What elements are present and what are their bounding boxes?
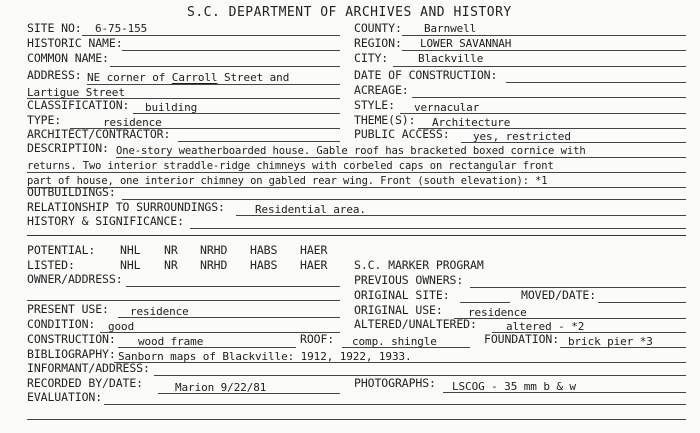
themes-value: Architecture bbox=[432, 116, 511, 129]
potential-nrhd: NRHD bbox=[200, 243, 228, 257]
relationship-value: Residential area. bbox=[255, 203, 366, 216]
classification-value: building bbox=[145, 101, 198, 114]
relationship-line bbox=[236, 215, 686, 216]
recorded-value: Marion 9/22/81 bbox=[175, 381, 267, 394]
city-label: CITY: bbox=[354, 51, 389, 65]
foundation-value: brick pier *3 bbox=[568, 335, 653, 348]
county-line bbox=[402, 35, 686, 36]
acreage-label: ACREAGE: bbox=[354, 83, 409, 97]
photographs-line bbox=[443, 392, 686, 393]
county-value: Barnwell bbox=[424, 22, 477, 35]
bibliography-label: BIBLIOGRAPHY: bbox=[27, 347, 116, 361]
foundation-label: FOUNDATION: bbox=[484, 332, 560, 346]
original-use-line bbox=[454, 318, 686, 319]
original-site-line bbox=[460, 302, 510, 303]
public-access-label: PUBLIC ACCESS: bbox=[354, 127, 450, 141]
region-value: LOWER SAVANNAH bbox=[420, 37, 512, 50]
relationship-label: RELATIONSHIP TO SURROUNDINGS: bbox=[27, 200, 225, 214]
site-no-value: 6-75-155 bbox=[95, 22, 148, 35]
city-line bbox=[393, 66, 686, 67]
listed-haer: HAER bbox=[300, 258, 328, 272]
listed-nrhd: NRHD bbox=[200, 258, 228, 272]
classification-label: CLASSIFICATION: bbox=[27, 98, 130, 112]
altered-label: ALTERED/UNALTERED: bbox=[354, 317, 477, 331]
informant-label: INFORMANT/ADDRESS: bbox=[27, 361, 150, 375]
construction-label: CONSTRUCTION: bbox=[27, 332, 116, 346]
description-line1: One-story weatherboarded house. Gable roof has bracketed boxed cornice with bbox=[116, 144, 586, 157]
potential-nr: NR bbox=[164, 243, 178, 257]
listed-habs: HABS bbox=[250, 258, 278, 272]
address-line1: NE corner of Carroll Street and bbox=[87, 71, 290, 84]
evaluation-line2 bbox=[27, 419, 686, 420]
construction-line bbox=[118, 347, 296, 348]
potential-haer: HAER bbox=[300, 243, 328, 257]
photographs-label: PHOTOGRAPHS: bbox=[354, 376, 436, 390]
recorded-label: RECORDED BY/DATE: bbox=[27, 376, 144, 390]
site-no-label: SITE NO: bbox=[27, 21, 82, 35]
original-use-label: ORIGINAL USE: bbox=[354, 303, 443, 317]
outbuildings-label: OUTBUILDINGS: bbox=[27, 185, 116, 199]
photographs-value: LSCOG - 35 mm b & w bbox=[452, 380, 576, 393]
acreage-line bbox=[412, 97, 686, 98]
region-label: REGION: bbox=[354, 36, 402, 50]
type-label: TYPE: bbox=[27, 113, 62, 127]
historic-name-label: HISTORIC NAME: bbox=[27, 36, 123, 50]
owner-label: OWNER/ADDRESS: bbox=[27, 272, 123, 286]
themes-label: THEME(S): bbox=[354, 113, 416, 127]
description-line3: part of house, one interior chimney on gabled rear wing. Front (south elevation): *1 bbox=[27, 174, 548, 187]
type-value: residence bbox=[103, 116, 162, 129]
section-divider bbox=[27, 235, 686, 236]
construction-value: wood frame bbox=[138, 335, 204, 348]
roof-line bbox=[342, 347, 470, 348]
original-use-value: residence bbox=[468, 306, 527, 319]
architect-line bbox=[178, 141, 340, 142]
common-name-line bbox=[110, 66, 340, 67]
listed-nr: NR bbox=[164, 258, 178, 272]
condition-label: CONDITION: bbox=[27, 317, 96, 331]
foundation-line bbox=[560, 347, 686, 348]
potential-habs: HABS bbox=[250, 243, 278, 257]
listed-nhl: NHL bbox=[120, 258, 141, 272]
address-label: ADDRESS: bbox=[27, 68, 82, 82]
themes-line bbox=[418, 128, 686, 129]
potential-label: POTENTIAL: bbox=[27, 243, 96, 257]
evaluation-label: EVALUATION: bbox=[27, 390, 103, 404]
moved-date-line bbox=[598, 302, 686, 303]
present-use-label: PRESENT USE: bbox=[27, 302, 109, 316]
public-access-line bbox=[461, 142, 686, 143]
description-rule1 bbox=[116, 157, 686, 158]
present-use-line bbox=[118, 317, 340, 318]
style-label: STYLE: bbox=[354, 98, 395, 112]
county-label: COUNTY: bbox=[354, 21, 402, 35]
roof-label: ROOF: bbox=[300, 332, 335, 346]
common-name-label: COMMON NAME: bbox=[27, 51, 109, 65]
date-construction-label: DATE OF CONSTRUCTION: bbox=[354, 68, 498, 82]
moved-date-label: MOVED/DATE: bbox=[521, 288, 597, 302]
present-use-value: residence bbox=[130, 305, 189, 318]
evaluation-line1 bbox=[104, 404, 686, 405]
bibliography-line bbox=[114, 362, 686, 363]
listed-label: LISTED: bbox=[27, 258, 75, 272]
architect-label: ARCHITECT/CONTRACTOR: bbox=[27, 127, 171, 141]
owner-line1 bbox=[126, 286, 340, 287]
history-line bbox=[190, 228, 686, 229]
address-line1-rule bbox=[87, 84, 340, 85]
original-site-label: ORIGINAL SITE: bbox=[354, 288, 450, 302]
region-line bbox=[402, 50, 686, 51]
marker-program-label: S.C. MARKER PROGRAM bbox=[354, 258, 484, 272]
style-value: vernacular bbox=[414, 101, 480, 114]
date-construction-line bbox=[506, 82, 686, 83]
city-value: Blackville bbox=[418, 52, 484, 65]
address-line2: Lartigue Street bbox=[27, 86, 125, 99]
history-label: HISTORY & SIGNIFICANCE: bbox=[27, 214, 184, 228]
roof-value: comp. shingle bbox=[352, 335, 437, 348]
description-rule3 bbox=[27, 187, 686, 188]
description-label: DESCRIPTION: bbox=[27, 141, 109, 155]
bibliography-value: Sanborn maps of Blackville: 1912, 1922, 1933. bbox=[118, 350, 412, 363]
description-rule2 bbox=[27, 172, 686, 173]
description-line2: returns. Two interior straddle-ridge chimneys with corbeled caps on rectangular front bbox=[27, 159, 554, 172]
potential-nhl: NHL bbox=[120, 243, 141, 257]
classification-line bbox=[133, 113, 340, 114]
previous-owners-label: PREVIOUS OWNERS: bbox=[354, 273, 464, 287]
historic-name-line bbox=[122, 50, 340, 51]
form-title: S.C. DEPARTMENT OF ARCHIVES AND HISTORY bbox=[187, 5, 512, 20]
condition-value: good bbox=[108, 320, 135, 333]
public-access-value: yes, restricted bbox=[473, 130, 571, 143]
style-line bbox=[400, 113, 686, 114]
recorded-line bbox=[158, 393, 340, 394]
altered-value: altered - *2 bbox=[506, 320, 585, 333]
owner-line2 bbox=[27, 300, 340, 301]
